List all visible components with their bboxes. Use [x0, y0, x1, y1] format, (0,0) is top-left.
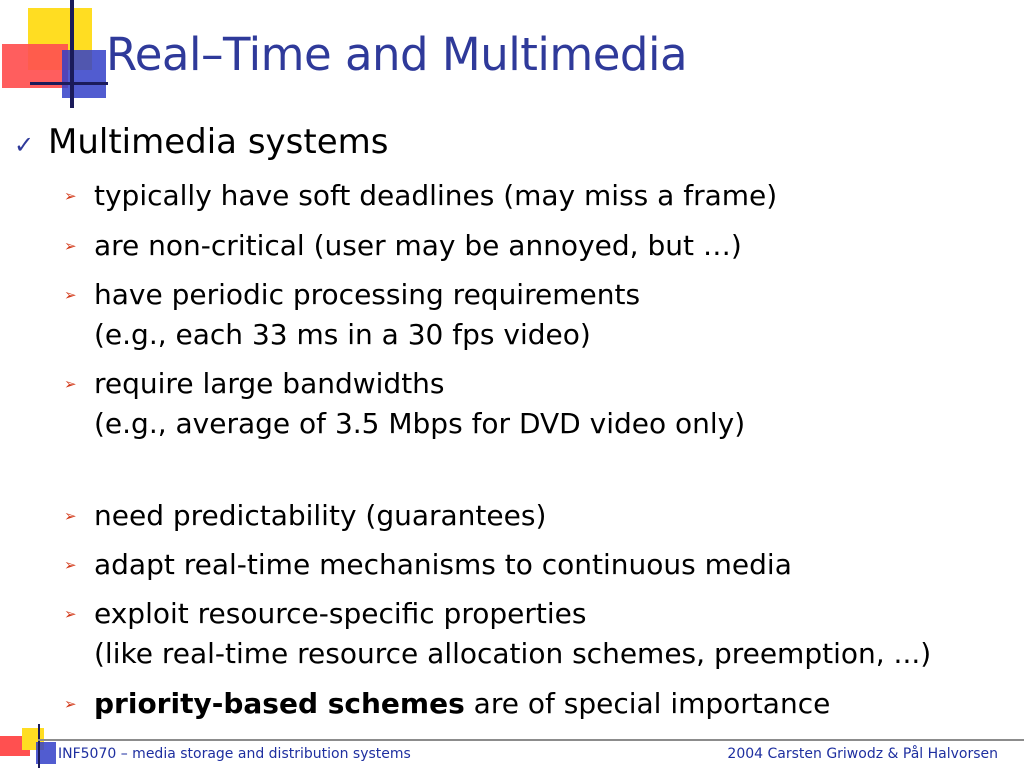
logo-vertical-line	[70, 0, 74, 108]
arrow-right-icon: ➢	[64, 375, 77, 393]
list-item-text: need predictability (guarantees)	[94, 499, 547, 532]
list-item-rest-text: are of special importance	[464, 687, 831, 720]
list-item	[64, 364, 745, 444]
footer-divider	[38, 739, 1024, 741]
list-item	[64, 226, 742, 266]
arrow-right-icon: ➢	[64, 507, 77, 525]
list-item-text: have periodic processing requirements	[94, 278, 641, 311]
arrow-right-icon: ➢	[64, 556, 77, 574]
list-item-subtext: (e.g., average of 3.5 Mbps for DVD video only)	[94, 407, 746, 440]
arrow-right-icon: ➢	[64, 187, 77, 205]
emphasis-text: priority-based schemes	[94, 687, 465, 720]
list-item-text: exploit resource-specific properties	[94, 597, 587, 630]
footer-logo	[0, 724, 60, 768]
list-item-subtext: (like real-time resource allocation schemes, preemption, ...)	[94, 637, 932, 670]
list-item	[64, 176, 777, 216]
slide-title: Real–Time and Multimedia	[106, 28, 688, 81]
logo-horizontal-line	[30, 82, 108, 85]
arrow-right-icon: ➢	[64, 286, 77, 304]
arrow-right-icon: ➢	[64, 695, 77, 713]
list-item-text: typically have soft deadlines (may miss a frame)	[94, 179, 778, 212]
footer-authors: 2004 Carsten Griwodz & Pål Halvorsen	[727, 746, 998, 762]
list-item-subtext: (e.g., each 33 ms in a 30 fps video)	[94, 318, 591, 351]
main-bullet	[14, 122, 388, 162]
list-item	[64, 594, 931, 674]
list-item	[64, 496, 546, 536]
decorative-logo	[0, 0, 110, 112]
list-item-text: adapt real-time mechanisms to continuous media	[94, 548, 792, 581]
list-item	[64, 545, 792, 585]
main-bullet-text: Multimedia systems	[48, 122, 389, 162]
footer-course: INF5070 – media storage and distribution systems	[58, 746, 411, 762]
footer-logo-vline	[38, 724, 40, 768]
list-item-text	[94, 684, 830, 724]
list-item-text: require large bandwidths	[94, 367, 445, 400]
arrow-right-icon: ➢	[64, 237, 77, 255]
list-item	[64, 275, 640, 355]
check-icon: ✓	[14, 131, 35, 159]
list-item-text: are non-critical (user may be annoyed, but …)	[94, 229, 742, 262]
logo-blue-square	[62, 50, 106, 98]
arrow-right-icon: ➢	[64, 605, 77, 623]
list-item	[64, 684, 830, 724]
